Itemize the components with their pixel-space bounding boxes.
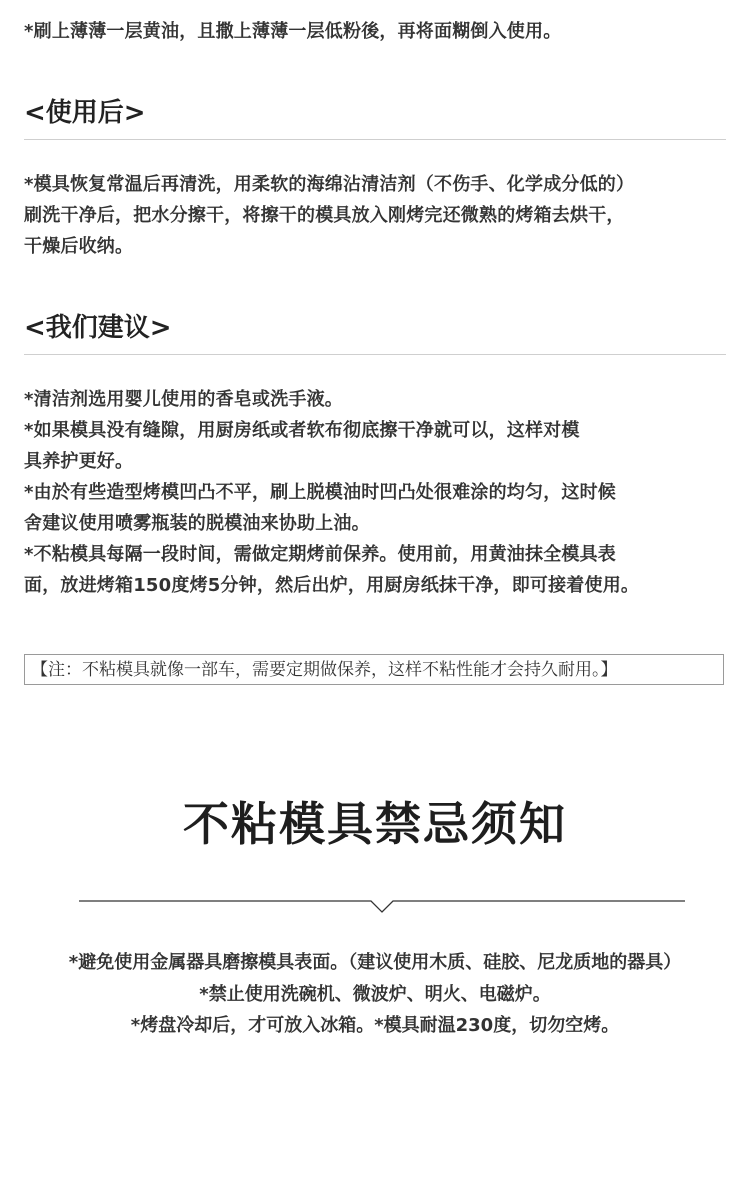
suggestion-line: *不粘模具每隔一段时间，需做定期烤前保养。使用前，用黄油抹全模具表 — [24, 544, 617, 565]
section-divider — [24, 139, 726, 140]
suggestion-line: 舍建议使用喷雾瓶装的脱模油来协助上油。 — [24, 513, 370, 534]
taboo-line: *避免使用金属器具磨擦模具表面。（建议使用木质、硅胶、尼龙质地的器具） — [68, 952, 682, 973]
suggestion-line: *如果模具没有缝隙，用厨房纸或者软布彻底擦干净就可以，这样对模 — [24, 420, 580, 441]
note-box — [24, 654, 724, 685]
taboo-line: *烤盘冷却后，才可放入冰箱。*模具耐温230度，切勿空烤。 — [130, 1015, 620, 1036]
section-heading-suggestions: <我们建议> — [24, 313, 172, 343]
note-text: 【注：不粘模具就像一部车，需要定期做保养，这样不粘性能才会持久耐用。】 — [31, 660, 618, 680]
suggestion-line: *由於有些造型烤模凹凸不平，刷上脱模油时凹凸处很难涂的均匀，这时候 — [24, 482, 617, 503]
intro-text: *刷上薄薄一层黄油，且撒上薄薄一层低粉後，再将面糊倒入使用。 — [24, 21, 562, 42]
suggestion-line: 面，放进烤箱150度烤5分钟，然后出炉，用厨房纸抹干净，即可接着使用。 — [24, 575, 640, 596]
section-divider — [24, 354, 726, 355]
taboo-line: *禁止使用洗碗机、微波炉、明火、电磁炉。 — [199, 984, 551, 1005]
after-use-line: 刷洗干净后，把水分擦干，将擦干的模具放入刚烤完还微熟的烤箱去烘干， — [24, 205, 625, 226]
after-use-line: *模具恢复常温后再清洗，用柔软的海绵沾清洁剂（不伤手、化学成分低的） — [24, 174, 635, 195]
suggestion-line: 具养护更好。 — [24, 451, 134, 472]
section-heading-after-use: <使用后> — [24, 98, 146, 128]
suggestion-line: *清洁剂选用婴儿使用的香皂或洗手液。 — [24, 389, 344, 410]
notched-divider — [79, 900, 685, 916]
taboo-title: 不粘模具禁忌须知 — [183, 797, 567, 851]
after-use-line: 干燥后收纳。 — [24, 236, 134, 257]
